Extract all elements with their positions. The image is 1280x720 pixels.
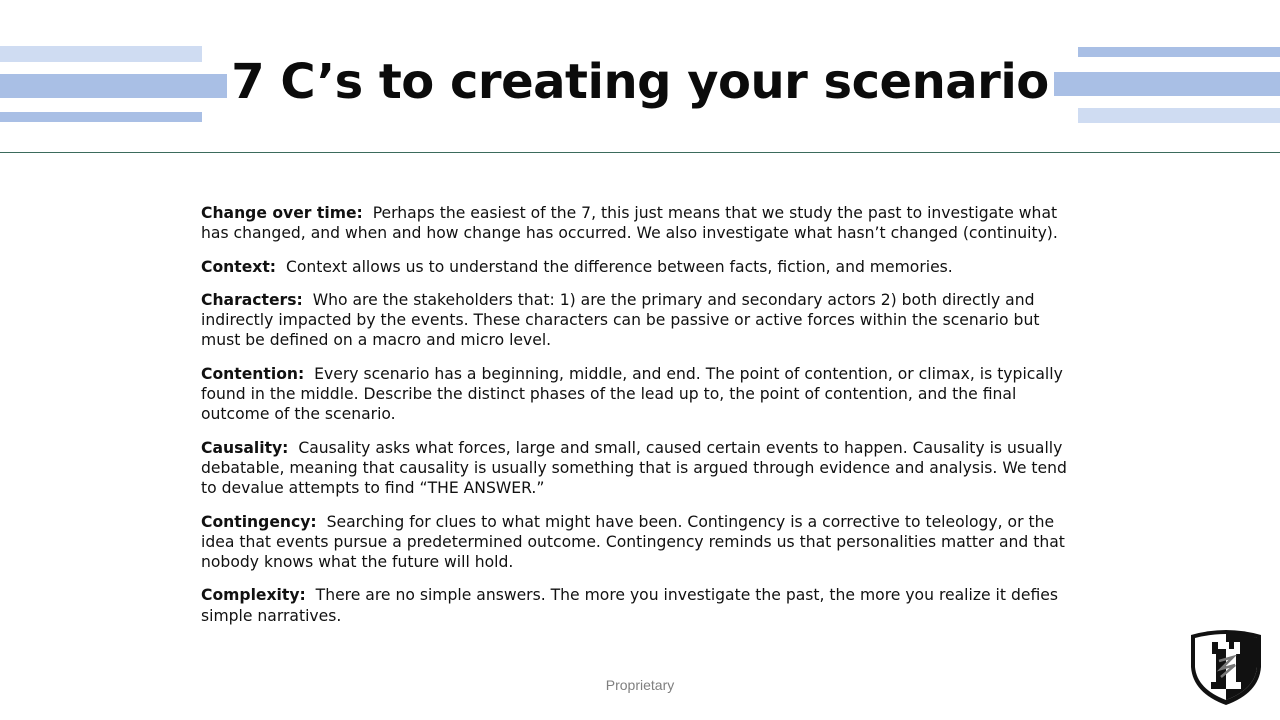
footer-label: Proprietary [605,677,675,693]
item-text: Context allows us to understand the difference between facts, fiction, and memories. [285,257,953,276]
item-text: Who are the stakeholders that: 1) are the primary and secondary actors 2) both directly and indirectly impacted by the events. These characters can be passive or active forces within the scenario but must be defined on a macro and micro level. [201,290,1040,350]
list-item-causality [201,438,1081,499]
item-term: Contingency: [201,512,317,531]
item-term: Complexity: [201,586,306,605]
item-term: Contention: [201,364,305,383]
item-term: Context: [201,257,277,276]
item-text: Perhaps the easiest of the 7, this just means that we study the past to investigate what has changed, and when and how change has occurred. We also investigate what hasn’t changed (continuity). [201,204,1058,243]
list-item-characters [201,290,1081,351]
slide-title: 7 C’s to creating your scenario [231,54,1049,110]
list-item-contingency [201,512,1081,573]
chess-rook-shield-icon [1189,627,1263,707]
list-item-contention [201,364,1081,425]
item-text: Causality asks what forces, large and small, caused certain events to happen. Causality is usually debatable, meaning that causality is usually something that is argued through evidence and analysis. We tend to devalue attempts to find “THE ANSWER.” [201,438,1067,498]
item-text: Searching for clues to what might have been. Contingency is a corrective to teleology, or the idea that events pursue a predetermined outcome. Contingency reminds us that personalities matter and that nobody knows what the future will hold. [201,512,1065,572]
list-item-complexity [201,585,1081,626]
content-body [201,203,1081,639]
item-term: Causality: [201,438,289,457]
title-divider [0,152,1280,153]
item-text: There are no simple answers. The more you investigate the past, the more you realize it defies simple narratives. [201,586,1058,625]
list-item-context [201,257,1081,277]
list-item-change-over-time [201,203,1081,244]
item-term: Characters: [201,290,303,309]
item-text: Every scenario has a beginning, middle, and end. The point of contention, or climax, is typically found in the middle. Describe the distinct phases of the lead up to, the point of contention, and the final outcome of the scenario. [201,364,1063,424]
item-term: Change over time: [201,204,363,222]
